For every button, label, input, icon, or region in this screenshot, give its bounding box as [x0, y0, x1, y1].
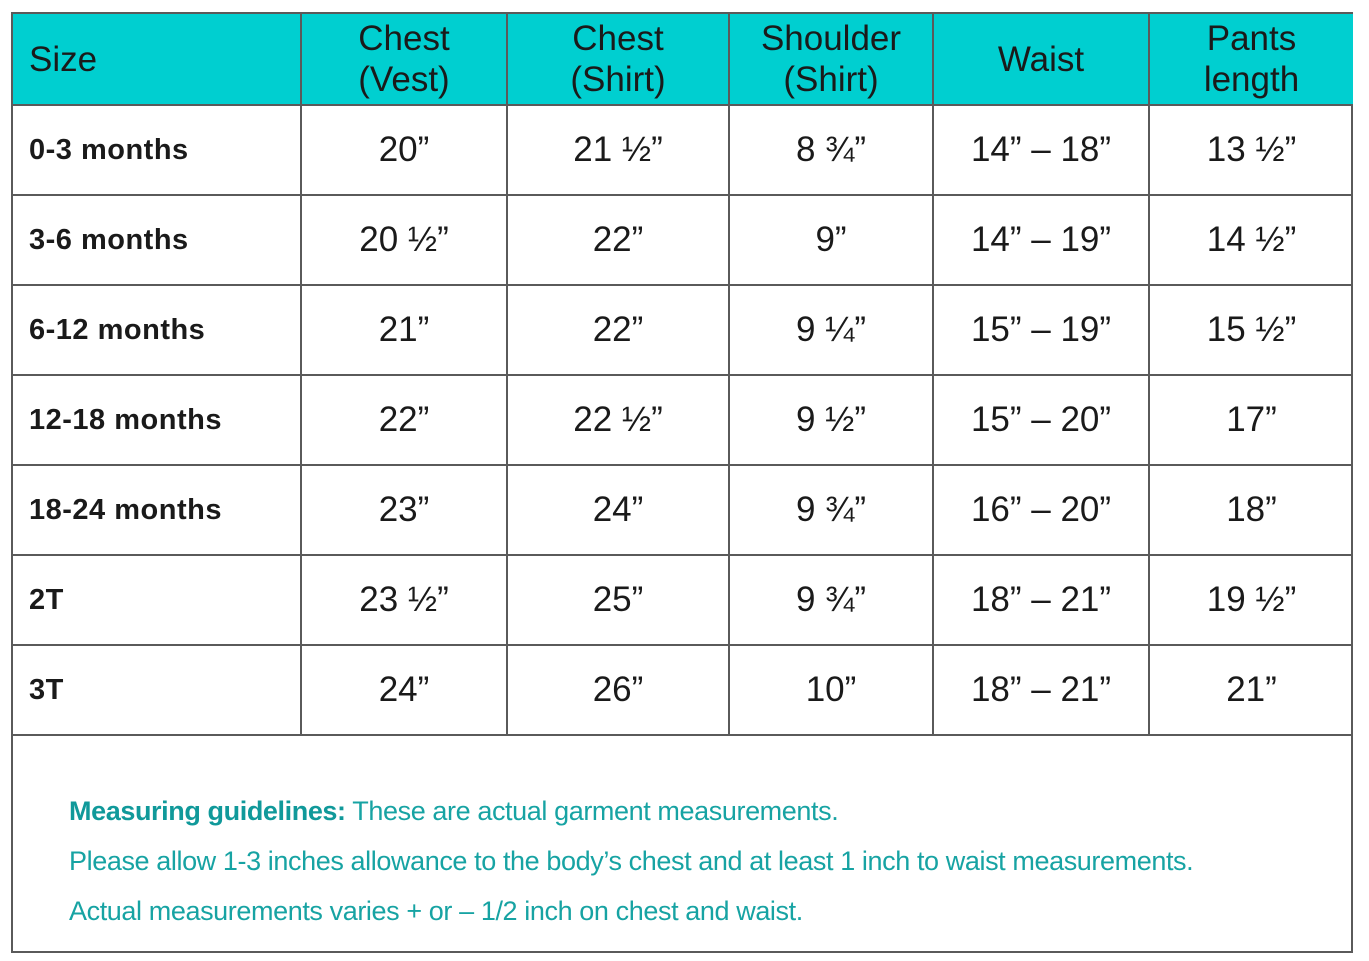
- header-waist: [933, 14, 1149, 105]
- table-row: [13, 375, 1353, 465]
- header-chest-vest-line-1: Chest: [358, 19, 450, 58]
- shoulder-shirt-cell: 9 ¾”: [729, 555, 933, 645]
- table-row: [13, 465, 1353, 555]
- header-chest-shirt-line-1: Chest: [572, 19, 664, 58]
- chest-shirt-cell: 25”: [507, 555, 729, 645]
- chest-shirt-cell: 22”: [507, 285, 729, 375]
- pants-length-cell: 14 ½”: [1149, 195, 1353, 285]
- guidelines-line-1: [69, 786, 1193, 836]
- guidelines-line-3: Actual measurements varies + or – 1/2 inch on chest and waist.: [69, 896, 803, 926]
- header-chest-vest-line-2: (Vest): [358, 60, 450, 99]
- guidelines-text-1: These are actual garment measurements.: [345, 796, 839, 826]
- pants-length-cell: 19 ½”: [1149, 555, 1353, 645]
- table-row: [13, 195, 1353, 285]
- header-size: [13, 14, 301, 105]
- waist-cell: 14” – 19”: [933, 195, 1149, 285]
- chest-shirt-cell: 21 ½”: [507, 105, 729, 195]
- table-row: [13, 105, 1353, 195]
- header-size-line-1: Size: [29, 39, 98, 79]
- header-shoulder-shirt: [729, 14, 933, 105]
- header-chest-vest: [301, 14, 507, 105]
- waist-cell: 16” – 20”: [933, 465, 1149, 555]
- chest-vest-cell: 20”: [301, 105, 507, 195]
- waist-cell: 15” – 19”: [933, 285, 1149, 375]
- chest-vest-cell: 23”: [301, 465, 507, 555]
- pants-length-cell: 18”: [1149, 465, 1353, 555]
- size-cell: 3T: [13, 645, 301, 735]
- pants-length-cell: 21”: [1149, 645, 1353, 735]
- chest-shirt-cell: 26”: [507, 645, 729, 735]
- shoulder-shirt-cell: 9 ¾”: [729, 465, 933, 555]
- shoulder-shirt-cell: 9 ½”: [729, 375, 933, 465]
- table-row: [13, 285, 1353, 375]
- header-waist-line-1: Waist: [997, 39, 1085, 79]
- header-pants-length: [1149, 14, 1353, 105]
- pants-length-cell: 17”: [1149, 375, 1353, 465]
- measuring-guidelines: [69, 786, 1193, 936]
- header-chest-shirt: [507, 14, 729, 105]
- header-pants-length-line-1: Pants: [1206, 19, 1297, 58]
- header-shoulder-shirt-line-2: (Shirt): [783, 60, 879, 99]
- chest-vest-cell: 23 ½”: [301, 555, 507, 645]
- shoulder-shirt-cell: 9”: [729, 195, 933, 285]
- table-row: [13, 645, 1353, 735]
- waist-cell: 14” – 18”: [933, 105, 1149, 195]
- chest-shirt-cell: 22 ½”: [507, 375, 729, 465]
- pants-length-cell: 15 ½”: [1149, 285, 1353, 375]
- header-chest-shirt-line-2: (Shirt): [570, 60, 666, 99]
- size-cell: 12-18 months: [13, 375, 301, 465]
- size-table: [13, 14, 1353, 736]
- chest-shirt-cell: 24”: [507, 465, 729, 555]
- shoulder-shirt-cell: 10”: [729, 645, 933, 735]
- chest-shirt-cell: 22”: [507, 195, 729, 285]
- shoulder-shirt-cell: 9 ¼”: [729, 285, 933, 375]
- waist-cell: 15” – 20”: [933, 375, 1149, 465]
- chest-vest-cell: 20 ½”: [301, 195, 507, 285]
- guidelines-line-2: Please allow 1-3 inches allowance to the body’s chest and at least 1 inch to waist measurements.: [69, 846, 1194, 876]
- header-row: [13, 14, 1353, 105]
- waist-cell: 18” – 21”: [933, 555, 1149, 645]
- size-cell: 6-12 months: [13, 285, 301, 375]
- size-chart: [11, 12, 1353, 953]
- waist-cell: 18” – 21”: [933, 645, 1149, 735]
- size-cell: 0-3 months: [13, 105, 301, 195]
- size-cell: 18-24 months: [13, 465, 301, 555]
- size-cell: 3-6 months: [13, 195, 301, 285]
- table-row: [13, 555, 1353, 645]
- guidelines-label: Measuring guidelines:: [69, 796, 346, 826]
- size-cell: 2T: [13, 555, 301, 645]
- chest-vest-cell: 24”: [301, 645, 507, 735]
- header-pants-length-line-2: length: [1203, 60, 1300, 99]
- header-shoulder-shirt-line-1: Shoulder: [760, 19, 902, 58]
- chest-vest-cell: 22”: [301, 375, 507, 465]
- chest-vest-cell: 21”: [301, 285, 507, 375]
- shoulder-shirt-cell: 8 ¾”: [729, 105, 933, 195]
- pants-length-cell: 13 ½”: [1149, 105, 1353, 195]
